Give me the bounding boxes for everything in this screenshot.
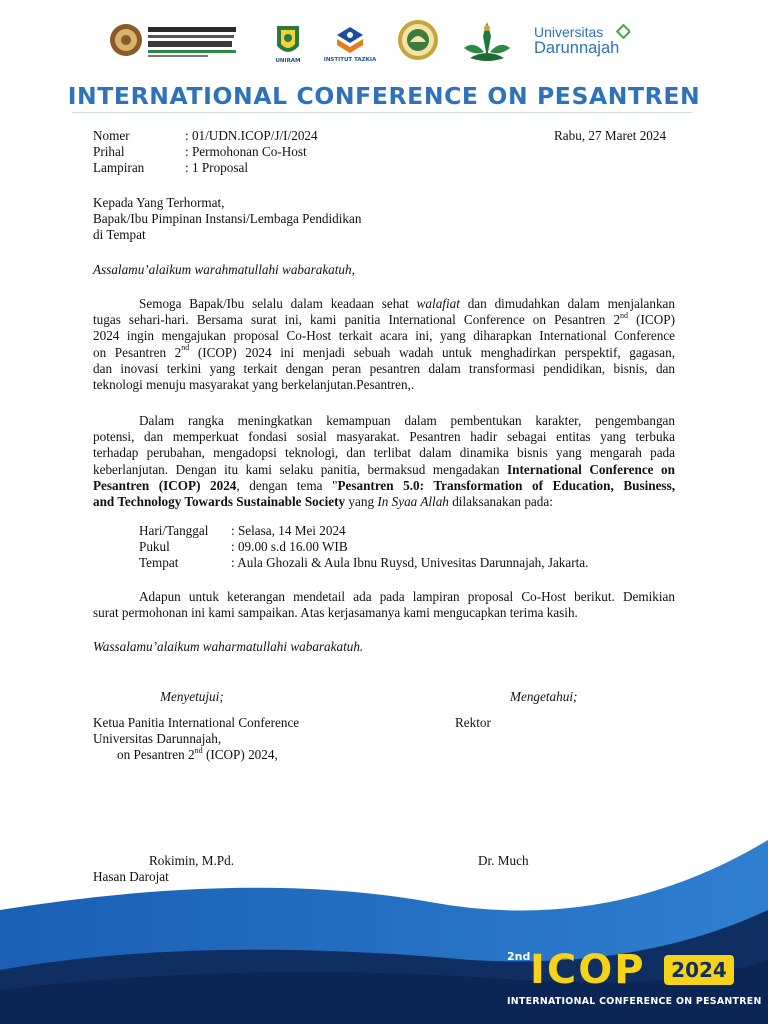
greeting: Assalamu’alaikum warahmatullahi wabarakatuh, <box>93 262 355 277</box>
acknowledge-title: Mengetahui; <box>510 689 578 704</box>
paragraph-line: terhadap perubahan, mengadopsi teknologi, dan terlibat dalam dinamika bisnis yang mengarah pada <box>93 445 675 461</box>
footer-edition: 2nd <box>507 950 531 963</box>
schedule-day-label: Hari/Tanggal <box>139 523 209 538</box>
footer-brand: ICOP <box>530 947 646 993</box>
paragraph-line: and Technology Towards Sustainable Society yang In Syaa Allah dilaksanakan pada: <box>93 494 553 510</box>
paragraph-line: Semoga Bapak/Ibu selalu dalam keadaan sehat walafiat dan dimudahkan dalam menjalankan <box>139 296 675 311</box>
footer-year-badge: 2024 <box>664 955 734 985</box>
footer-subtitle: INTERNATIONAL CONFERENCE ON PESANTREN <box>507 996 762 1007</box>
conference-title: INTERNATIONAL CONFERENCE ON PESANTREN <box>67 82 701 110</box>
university-crest-logo <box>108 18 238 62</box>
paragraph-purpose <box>93 413 675 510</box>
darunnajah-logo: Universitas Darunnajah <box>534 18 634 62</box>
paragraph-line: tugas sehari-hari. Bersama surat ini, kami panitia International Conference on Pesantren 2nd (ICOP) <box>93 310 675 328</box>
schedule-place-label: Tempat <box>139 555 179 570</box>
paragraph-intro <box>93 296 675 393</box>
right-signatory-name: Dr. Much <box>478 853 529 868</box>
title-divider <box>72 112 692 113</box>
paragraph-line: 2024 ingin mengajukan proposal Co-Host terkait acara ini, yang diharapkan International Conference <box>93 328 675 344</box>
green-emblem-logo <box>456 18 518 68</box>
prihal-value: : Permohonan Co-Host <box>185 144 307 159</box>
lampiran-label: Lampiran <box>93 160 145 175</box>
unram-logo: UNIRAM <box>270 18 306 70</box>
paragraph-line: on Pesantren 2nd (ICOP) 2024 ini menjadi sebuah wadah untuk menghadirkan perspektif, gagasan, <box>93 343 675 360</box>
paragraph-closing <box>93 589 675 621</box>
prihal-label: Prihal <box>93 144 125 159</box>
nomer-label: Nomer <box>93 128 130 143</box>
schedule-time-value: : 09.00 s.d 16.00 WIB <box>231 539 348 554</box>
paragraph-line: Adapun untuk keterangan mendetail ada pada lampiran proposal Co-Host berikut. Demikian <box>139 589 675 604</box>
round-seal-logo <box>396 18 440 62</box>
recipient-line: Kepada Yang Terhormat, <box>93 195 225 210</box>
paragraph-line: surat permohonan ini kami sampaikan. Atas kerjasamanya kami mengucapkan terima kasih. <box>93 605 578 621</box>
recipient-line: Bapak/Ibu Pimpinan Instansi/Lembaga Pendidikan <box>93 211 362 226</box>
closing-salutation: Wassalamu’alaikum waharmatullahi wabarakatuh. <box>93 639 364 654</box>
schedule-place-value: : Aula Ghozali & Aula Ibnu Ruysd, Univesitas Darunnajah, Jakarta. <box>231 555 589 570</box>
institut-tazkia-logo: INSTITUT TAZKIA <box>322 18 378 70</box>
right-signatory-role: Rektor <box>455 715 491 730</box>
partner-logos <box>0 18 768 74</box>
left-signatory-name: Rokimin, M.Pd. <box>149 853 235 868</box>
nomer-value: : 01/UDN.ICOP/J/I/2024 <box>185 128 318 143</box>
paragraph-line: Dalam rangka meningkatkan kemampuan dalam pembentukan karakter, pengembangan <box>139 413 675 428</box>
paragraph-line: potensi, dan memperkuat fondasi sosial masyarakat. Pesantren hadir sebagai entitas yang terbuka <box>93 429 675 445</box>
paragraph-line: keberlanjutan. Dengan itu kami selaku panitia, bermaksud mengadakan International Conference on <box>93 461 675 477</box>
left-signatory-name-2: Hasan Darojat <box>93 869 169 884</box>
letter-date: Rabu, 27 Maret 2024 <box>554 128 667 143</box>
recipient-line: di Tempat <box>93 227 146 242</box>
left-signatory-role: Ketua Panitia International Conference <box>93 715 300 730</box>
schedule-time-label: Pukul <box>139 539 170 554</box>
approval-title: Menyetujui; <box>160 689 224 704</box>
schedule-day-value: : Selasa, 14 Mei 2024 <box>231 523 346 538</box>
paragraph-line: Pesantren (ICOP) 2024, dengan tema "Pesantren 5.0: Transformation of Education, Business, <box>93 477 675 493</box>
lampiran-value: : 1 Proposal <box>185 160 249 175</box>
left-signatory-role: on Pesantren 2nd (ICOP) 2024, <box>117 745 278 762</box>
left-signatory-role: Universitas Darunnajah, <box>93 731 222 746</box>
paragraph-line: dan inovasi terkini yang terkait dengan peran pesantren dalam transformasi pendidikan, bisnis, dan <box>93 360 675 376</box>
paragraph-line: teknologi menuju masyarakat yang berkelanjutan.Pesantren,. <box>93 377 415 393</box>
